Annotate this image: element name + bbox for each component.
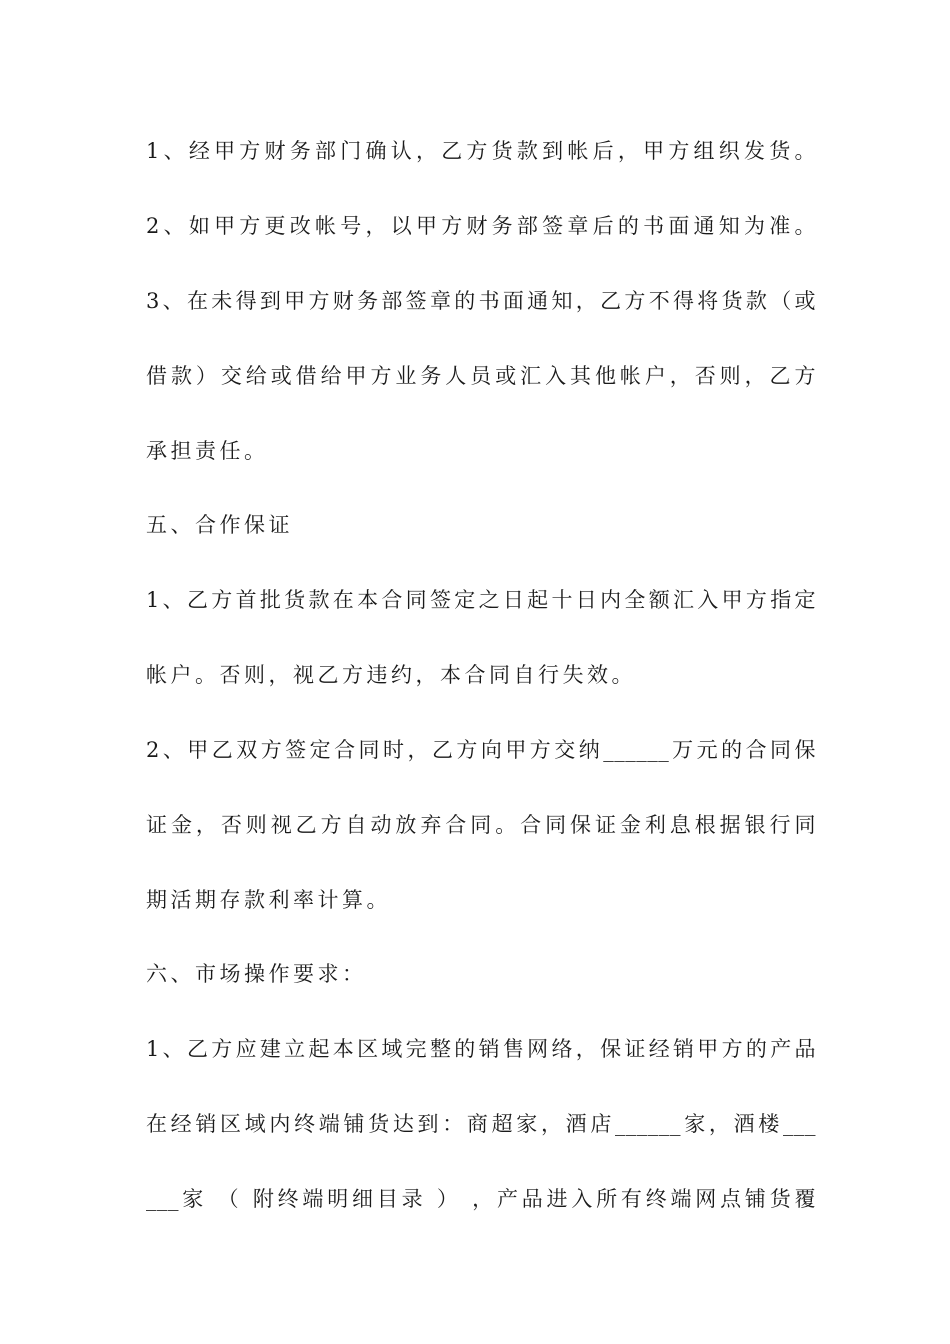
paragraph-line-13: 1、乙方应建立起本区域完整的销售网络，保证经销甲方的产品 — [146, 1037, 816, 1061]
paragraph-line-2: 2、如甲方更改帐号，以甲方财务部签章后的书面通知为准。 — [146, 214, 816, 238]
paragraph-line-8: 帐户。否则，视乙方违约，本合同自行失效。 — [146, 663, 636, 687]
paragraph-line-11: 期活期存款利率计算。 — [146, 888, 391, 912]
paragraph-line-3: 3、在未得到甲方财务部签章的书面通知，乙方不得将货款（或 — [146, 289, 816, 313]
section-heading-6: 六、市场操作要求： — [146, 962, 367, 986]
paragraph-line-14: 在经销区域内终端铺货达到：商超家，酒店______家，酒楼___ — [146, 1112, 816, 1136]
paragraph-line-9: 2、甲乙双方签定合同时，乙方向甲方交纳______万元的合同保 — [146, 738, 816, 762]
paragraph-line-10: 证金，否则视乙方自动放弃合同。合同保证金利息根据银行同 — [146, 813, 816, 837]
paragraph-line-5: 承担责任。 — [146, 439, 269, 463]
paragraph-line-1: 1、经甲方财务部门确认，乙方货款到帐后，甲方组织发货。 — [146, 139, 816, 163]
paragraph-line-4: 借款）交给或借给甲方业务人员或汇入其他帐户，否则，乙方 — [146, 364, 816, 388]
section-heading-5: 五、合作保证 — [146, 513, 293, 537]
paragraph-line-15: ___家 （ 附终端明细目录 ） ，产品进入所有终端网点铺货覆 — [146, 1187, 816, 1211]
paragraph-line-7: 1、乙方首批货款在本合同签定之日起十日内全额汇入甲方指定 — [146, 588, 816, 612]
